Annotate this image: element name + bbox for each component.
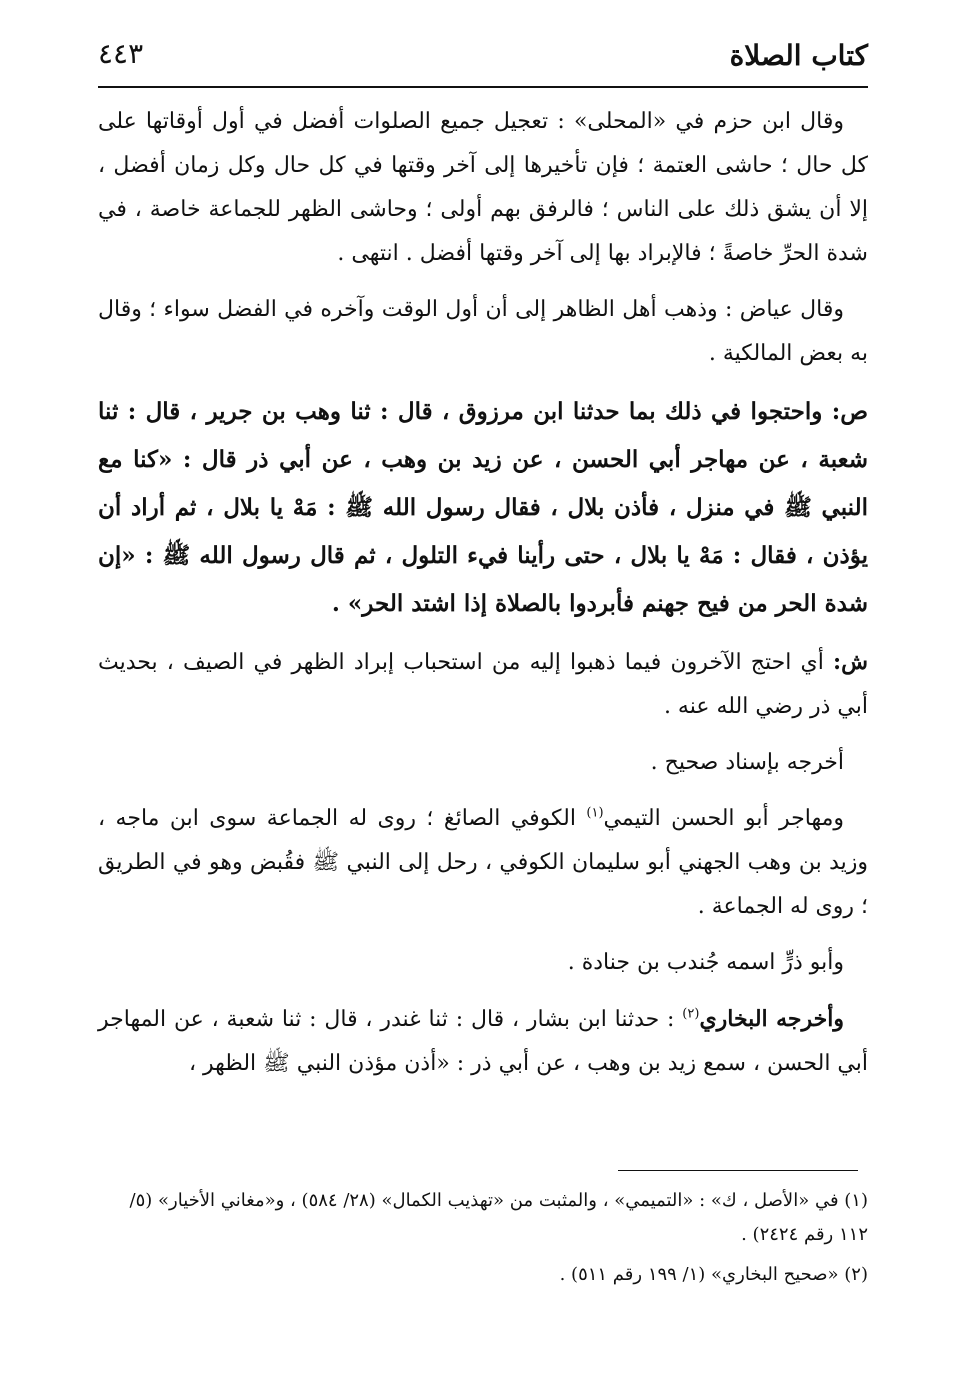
paragraph-ibn-hazm: وقال ابن حزم في «المحلى» : تعجيل جميع الصلوات أفضل في أول أوقاتها على كل حال ؛ حاشى العتمة ؛ فإن تأخيرها إلى آخر وقتها في كل حال وكل زمان أفضل ، إلا أن يشق ذلك على الناس ؛ فالرفق بهم أولى ؛ وحاشى الظهر للجماعة خاصة ، في شدة الحرِّ خاصةً ؛ فالإبراد بها إلى آخر وقتها أفضل . انتهى .: [98, 109, 868, 266]
paragraph-narrators: [98, 797, 868, 929]
matn-text: واحتجوا في ذلك بما حدثنا ابن مرزوق ، قال : ثنا وهب بن جرير ، قال : ثنا شعبة ، عن مهاجر أبي الحسن ، عن زيد بن وهب ، عن أبي ذر قال : «كنا مع النبي ﷺ في منزل ، فأذن بلال ، فقال رسول الله ﷺ : مَهْ يا بلال ، ثم أراد أن يؤذن ، فقال : مَهْ يا بلال ، حتى رأينا فيء التلول ، ثم قال رسول الله ﷺ : «إن شدة الحر من فيح جهنم فأبردوا بالصلاة إذا اشتد الحر» .: [98, 398, 868, 617]
footnote-ref-2: (٢): [682, 1006, 700, 1022]
sharh-text: أي احتج الآخرون فيما ذهبوا إليه من استحباب إبراد الظهر في الصيف ، بحديث أبي ذر رضي الله عنه .: [98, 650, 868, 719]
bukhari-text: : حدثنا ابن بشار ، قال : ثنا غندر ، قال : ثنا شعبة ، عن المهاجر أبي الحسن ، سمع زيد بن وهب ، عن أبي ذر : «أذن مؤذن النبي ﷺ الظهر ،: [98, 1007, 868, 1076]
paragraph-abu-dharr: وأبو ذرٍّ اسمه جُندب بن جنادة .: [567, 950, 844, 975]
narrators-text-b: الكوفي الصائغ ؛ روى له الجماعة سوى ابن ماجه ، وزيد بن وهب الجهني أبو سليمان الكوفي ، رحل إلى النبي ﷺ فقُبض وهو في الطريق ؛ روى له الجماعة .: [98, 806, 868, 919]
paragraph-iyad: وقال عياض : وذهب أهل الظاهر إلى أن أول الوقت وآخره في الفضل سواء ؛ وقال به بعض المالكية .: [98, 297, 868, 366]
sharh-marker: ش:: [833, 649, 868, 675]
footnote-1: (١) في «الأصل ، ك» : «التميمي» ، والمثبت من «تهذيب الكمال» (٢٨/ ٥٨٤) ، و«مغاني الأخيار» (٥/ ١١٢ رقم ٢٤٢٤) .: [129, 1190, 868, 1245]
paragraph-matn-sad: [98, 388, 868, 628]
bukhari-lead: وأخرجه البخاري: [699, 1006, 844, 1032]
page-number: ٤٤٣: [98, 37, 144, 70]
narrators-text-a: ومهاجر أبو الحسن التيمي: [603, 806, 844, 831]
main-text: [98, 100, 868, 1098]
running-title: كتاب الصلاة: [729, 39, 868, 72]
header-rule: [98, 86, 868, 88]
paragraph-isnad: أخرجه بإسناد صحيح .: [650, 750, 844, 775]
footnote-2: (٢) «صحيح البخاري» (١/ ١٩٩ رقم ٥١١) .: [559, 1264, 868, 1285]
matn-marker: ص:: [831, 398, 868, 425]
footnote-ref-1: (١): [586, 805, 604, 821]
paragraph-bukhari: [98, 997, 868, 1086]
page-header: [98, 28, 868, 84]
footnotes: [98, 1184, 868, 1298]
footnote-rule: [618, 1170, 858, 1171]
paragraph-sharh-shin: [98, 640, 868, 729]
